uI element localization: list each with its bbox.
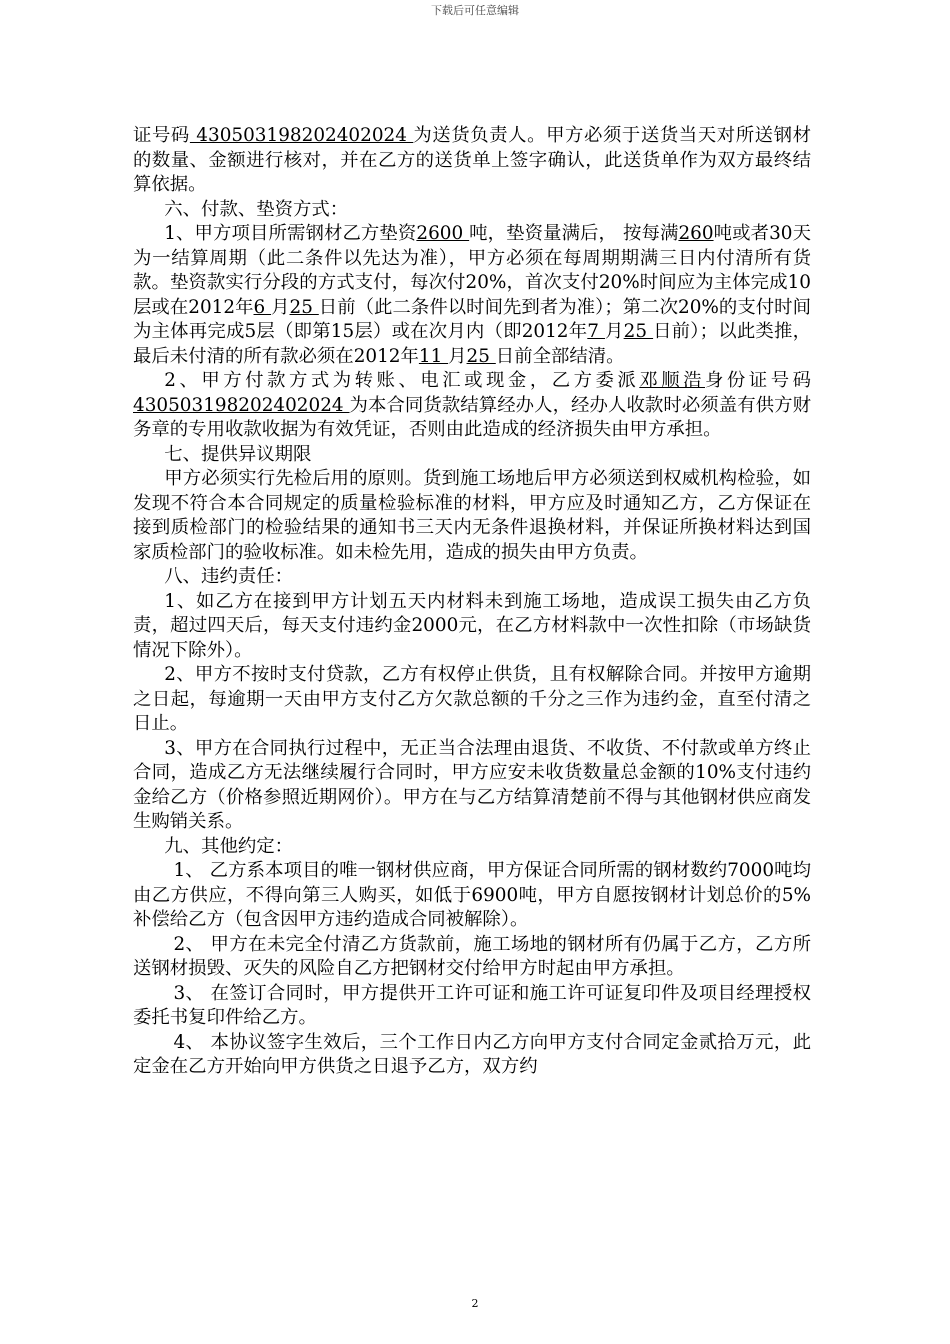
page-header: 下载后可任意编辑 — [431, 4, 519, 17]
section-9-title: 九、其他约定： — [164, 835, 294, 857]
text-span: 吨，垫资量满后， 按每满 — [469, 223, 679, 244]
text-span: 为本合同货款结算经办人，经办人收款时必须盖有供方财务章的专用收款收据为有效凭证，否则由此造成的经济损失由甲方承担。 — [133, 394, 811, 440]
day-field: 25 — [623, 321, 654, 342]
clause-8-3: 3、甲方在合同执行过程中，无正当合法理由退货、不收货、不付款或单方终止合同，造成乙方无法继续履行合同时，甲方应安未收货数量总金额的10%支付违约金给乙方（价格参照近期网价）。甲方在与乙方结算清楚前不得与其他钢材供应商发生购销关系。 — [133, 737, 811, 832]
advance-quantity: 2600 — [416, 223, 470, 244]
clause-8-1: 1、如乙方在接到甲方计划五天内材料未到施工场地，造成误工损失由乙方负责，超过四天后，每天支付违约金2000元，在乙方材料款中一次性扣除（市场缺货情况下除外）。 — [133, 590, 811, 661]
section-8-title: 八、违约责任： — [164, 566, 294, 587]
section-7-title: 七、提供异议期限 — [164, 443, 312, 465]
text-span: 身份证号码 — [705, 370, 811, 391]
section-6-title: 六、付款、垫资方式： — [164, 198, 349, 220]
paragraph-delivery-responsible — [133, 124, 811, 198]
text-span: 吨或者30天为一结算周期（此二条件以先达为准），甲方必须在每周期期满三日内付清所有货款。垫资款实行分段的方式支付，每次付20%，首次支付20%时间应为主体完成10层或在2012年 — [133, 223, 811, 318]
agent-name: 邓顺浩 — [639, 370, 706, 391]
clause-7: 甲方必须实行先检后用的原则。货到施工场地后甲方必须送到权威机构检验，如发现不符合本合同规定的质量检验标准的材料，甲方应及时通知乙方，乙方保证在接到质检部门的检验结果的通知书三天内无条件退换材料，并保证所换材料达到国家质检部门的验收标准。如未检先用，造成的损失由甲方负责。 — [133, 468, 811, 563]
document-body — [133, 124, 811, 1080]
clause-6-2 — [133, 369, 811, 443]
clause-9-1: 1、 乙方系本项目的唯一钢材供应商，甲方保证合同所需的钢材数约7000吨均由乙方供应，不得向第三人购买，如低于6900吨，甲方自愿按钢材计划总价的5%补偿给乙方（包含因甲方违约造成合同被解除）。 — [133, 860, 811, 930]
day-field: 25 — [466, 345, 496, 367]
text-span: 日前（此二条件以时间先到者为准）；第二次20%的支付时间为主体再完成5层（即第15层）或在次月内（即2012年 — [133, 296, 811, 342]
month-field: 6 — [253, 296, 272, 318]
text-span: 为送货负责人。甲方必须于送货当天对所送钢材的数量、金额进行核对，并在乙方的送货单上签字确认，此送货单作为双方最终结算依据。 — [133, 125, 811, 195]
id-number: 430503198202402024 — [133, 394, 350, 416]
month-field: 11 — [418, 345, 449, 367]
text-span: 月 — [448, 345, 467, 367]
text-span: 日前）；以此类推，最后未付清的所有款必须在2012年 — [133, 321, 811, 367]
id-number: 430503198202402024 — [189, 125, 414, 146]
clause-9-4: 4、 本协议签字生效后，三个工作日内乙方向甲方支付合同定金贰拾万元，此定金在乙方开始向甲方供货之日退予乙方，双方约 — [133, 1031, 811, 1077]
clause-8-2: 2、甲方不按时支付贷款，乙方有权停止供货，且有权解除合同。并按甲方逾期之日起，每逾期一天由甲方支付乙方欠款总额的千分之三作为违约金，直至付清之日止。 — [133, 664, 811, 734]
text-span: 证号码 — [133, 125, 190, 146]
month-field: 7 — [587, 321, 606, 342]
settlement-quantity: 260 — [678, 223, 714, 244]
text-span: 月 — [605, 321, 624, 342]
text-span: 1、甲方项目所需钢材乙方垫资 — [164, 223, 417, 244]
text-span: 2、甲方付款方式为转账、电汇或现金，乙方委派 — [164, 370, 640, 391]
clause-6-1 — [133, 222, 811, 369]
text-span: 日前全部结清。 — [495, 345, 625, 367]
clause-9-2: 2、 甲方在未完全付清乙方货款前，施工场地的钢材所有仍属于乙方，乙方所送钢材损毁、灭失的风险自乙方把钢材交付给甲方时起由甲方承担。 — [133, 933, 811, 979]
clause-9-3: 3、 在签订合同时，甲方提供开工许可证和施工许可证复印件及项目经理授权委托书复印件给乙方。 — [133, 982, 811, 1028]
day-field: 25 — [289, 296, 319, 318]
page-number: 2 — [471, 1297, 479, 1310]
text-span: 月 — [271, 296, 290, 318]
